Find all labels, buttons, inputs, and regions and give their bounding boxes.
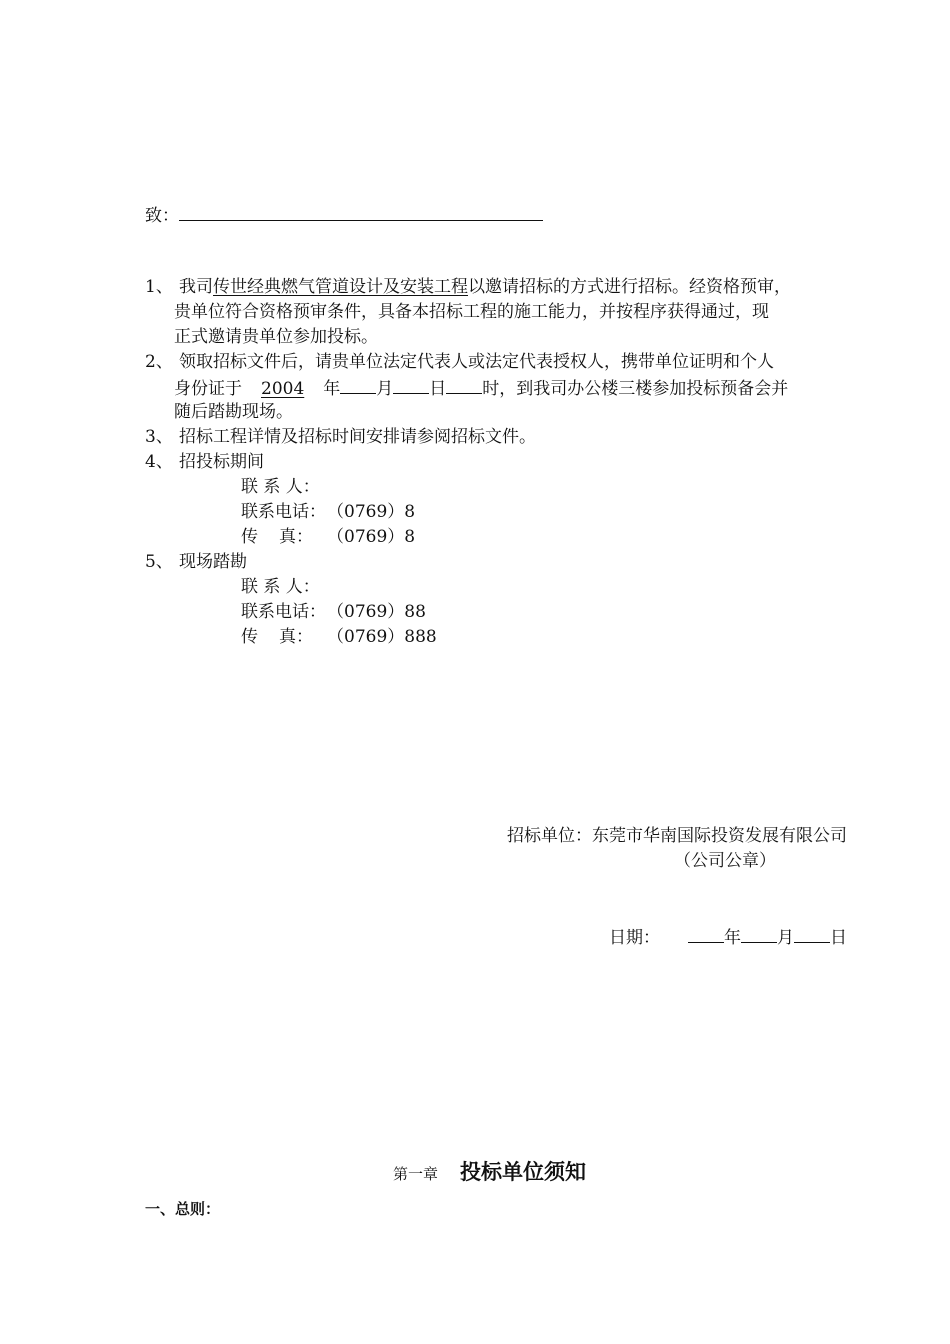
item-2-text: 领取招标文件后，请贵单位法定代表人或法定代表授权人，携带单位证明和个人 bbox=[179, 352, 774, 372]
chapter-number: 第一章 bbox=[393, 1165, 439, 1183]
item-1-line-3: 正式邀请贵单位参加投标。 bbox=[174, 327, 378, 347]
item-1-line-1 bbox=[145, 275, 791, 299]
addressee-line bbox=[145, 202, 543, 228]
item-5-number: 5、 bbox=[145, 552, 173, 572]
addressee-blank bbox=[179, 202, 543, 221]
phone-label: 联系电话： bbox=[241, 502, 326, 522]
day-blank bbox=[393, 375, 429, 394]
issuer-line: 招标单位：东莞市华南国际投资发展有限公司 bbox=[507, 826, 847, 846]
day-char: 日 bbox=[429, 379, 447, 399]
hour-blank bbox=[446, 375, 482, 394]
section-title: 一、总则： bbox=[145, 1200, 221, 1218]
date-label: 日期： bbox=[609, 928, 660, 948]
fax-label bbox=[241, 625, 327, 649]
item-3 bbox=[145, 425, 536, 449]
date-day-blank bbox=[794, 924, 830, 943]
fax-label bbox=[241, 525, 327, 549]
item-4 bbox=[145, 450, 264, 474]
item-4-number: 4、 bbox=[145, 452, 173, 472]
year-char: 年 bbox=[323, 379, 341, 399]
date-month-char: 月 bbox=[777, 928, 794, 948]
date-year-blank bbox=[688, 924, 724, 943]
phone-value: （0769）8 bbox=[327, 502, 416, 522]
contact-label: 联 系 人： bbox=[241, 577, 320, 597]
item-4-contact bbox=[241, 475, 327, 499]
item-1-text-post: 以邀请招标的方式进行招标。经资格预审， bbox=[468, 277, 791, 297]
phone-value: （0769）88 bbox=[327, 602, 426, 622]
date-month-blank bbox=[741, 924, 777, 943]
item-5-text: 现场踏勘 bbox=[179, 552, 247, 572]
item-4-phone bbox=[241, 500, 415, 524]
item-1-text-pre: 我司 bbox=[179, 277, 213, 297]
contact-label: 联 系 人： bbox=[241, 477, 320, 497]
company-seal-note: （公司公章） bbox=[674, 851, 776, 871]
date-year-char: 年 bbox=[724, 928, 741, 948]
fax-label-char-1: 传 bbox=[241, 527, 258, 547]
year-value: 2004 bbox=[261, 379, 305, 399]
fax-label-char-1: 传 bbox=[241, 627, 258, 647]
item-2-line-2-pre: 身份证于 bbox=[174, 379, 242, 399]
item-2-line-2 bbox=[174, 375, 788, 401]
item-2-number: 2、 bbox=[145, 352, 173, 372]
hour-text: 时，到我司办公楼三楼参加投标预备会并 bbox=[482, 379, 789, 399]
item-5-phone bbox=[241, 600, 426, 624]
fax-label-char-2: 真： bbox=[279, 627, 313, 647]
month-blank bbox=[340, 375, 376, 394]
item-3-text: 招标工程详情及招标时间安排请参阅招标文件。 bbox=[179, 427, 536, 447]
date-line bbox=[609, 924, 847, 950]
item-2-line-3: 随后踏勘现场。 bbox=[174, 402, 293, 422]
item-2-line-1 bbox=[145, 350, 774, 374]
chapter-title: 投标单位须知 bbox=[460, 1160, 587, 1184]
to-label: 致： bbox=[145, 206, 179, 226]
item-1-number: 1、 bbox=[145, 277, 173, 297]
item-5-contact bbox=[241, 575, 327, 599]
item-5-fax bbox=[241, 625, 437, 649]
phone-label: 联系电话： bbox=[241, 602, 326, 622]
item-1-line-2: 贵单位符合资格预审条件，具备本招标工程的施工能力，并按程序获得通过，现 bbox=[174, 302, 769, 322]
item-5 bbox=[145, 550, 247, 574]
item-3-number: 3、 bbox=[145, 427, 173, 447]
project-name: 传世经典燃气管道设计及安装工程 bbox=[213, 277, 468, 297]
chapter-heading bbox=[393, 1158, 586, 1188]
month-char: 月 bbox=[376, 379, 394, 399]
item-4-text: 招投标期间 bbox=[179, 452, 264, 472]
fax-value: （0769）8 bbox=[327, 527, 416, 547]
fax-label-char-2: 真： bbox=[279, 527, 313, 547]
item-4-fax bbox=[241, 525, 415, 549]
fax-value: （0769）888 bbox=[327, 627, 437, 647]
date-day-char: 日 bbox=[830, 928, 847, 948]
